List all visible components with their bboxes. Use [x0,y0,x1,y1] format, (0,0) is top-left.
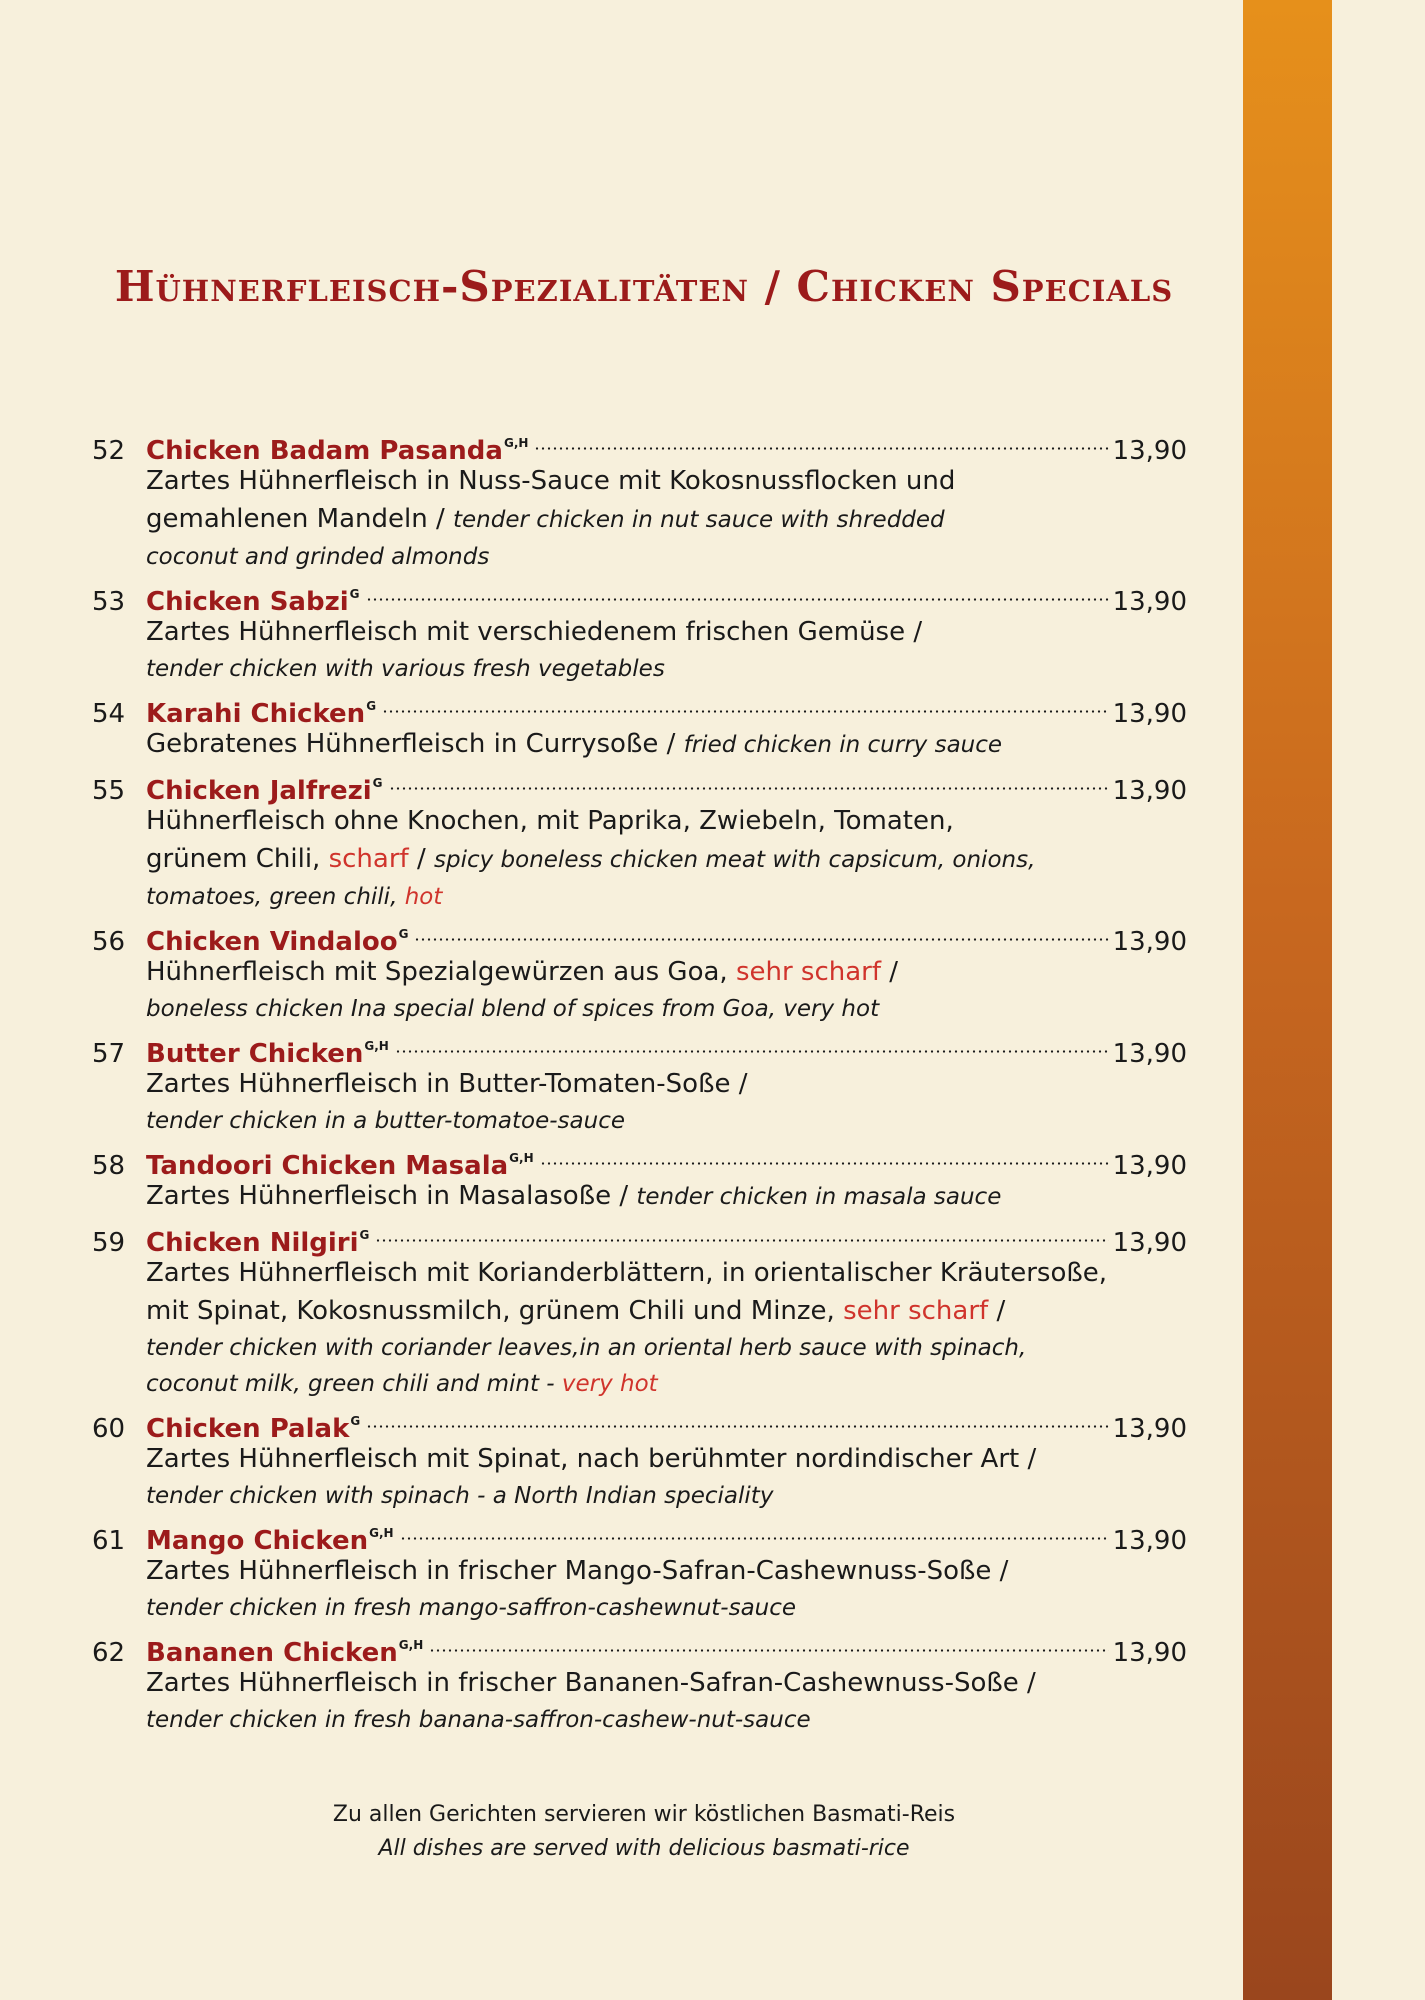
item-price: 13,90 [1112,1638,1187,1668]
dot-leader [382,710,1109,713]
item-number: 53 [92,587,126,617]
dot-leader [534,447,1108,450]
page-title: Hühnerfleisch-Spezialitäten / Chicken Specials [114,262,1174,311]
menu-item-54 [92,687,1187,764]
item-price: 13,90 [1112,927,1187,957]
item-name: Chicken Nilgiri$^G$ [146,1228,370,1258]
item-number: 58 [92,1151,126,1181]
spicy-label: very hot [561,1371,658,1397]
item-number: 60 [92,1414,126,1444]
dot-leader [395,1050,1109,1053]
menu-item-61 [92,1514,1187,1626]
dot-leader [366,598,1109,601]
item-name: Butter Chicken$^{G,H}$ [146,1039,389,1069]
allergen-codes: G,H [509,1151,534,1165]
item-price: 13,90 [1112,1039,1187,1069]
item-price: 13,90 [1112,1526,1187,1556]
item-number: 57 [92,1039,126,1069]
allergen-codes: G [372,776,383,790]
dot-leader [389,787,1109,790]
allergen-codes: G [350,1414,361,1428]
menu-item-53 [92,575,1187,687]
item-name: Mango Chicken$^{G,H}$ [146,1526,394,1556]
menu-list [92,424,1187,1738]
item-number: 55 [92,776,126,806]
item-name: Chicken Jalfrezi$^G$ [146,776,383,806]
dot-leader [366,1425,1108,1428]
item-description: Zartes Hühnerfleisch mit Spinat, nach berühmter nordindischer Art / tender chicken with spinach - a North Indian speciality [146,1444,1037,1509]
item-description: Zartes Hühnerfleisch in frischer Bananen-Safran-Cashewnuss-Soße / tender chicken in fresh banana-saffron-cashew-nut-sauce [146,1668,1036,1733]
item-price: 13,90 [1112,587,1187,617]
item-description: Zartes Hühnerfleisch in frischer Mango-Safran-Cashewnuss-Soße / tender chicken in fresh mango-saffron-cashewnut-sauce [146,1556,1009,1621]
item-number: 62 [92,1638,126,1668]
dot-leader [429,1649,1108,1652]
dot-leader [540,1162,1109,1165]
menu-item-56 [92,915,1187,1027]
item-description: Gebratenes Hühnerfleisch in Currysoße / fried chicken in curry sauce [146,729,1003,759]
item-price: 13,90 [1112,1228,1187,1258]
footer-note [0,1798,1288,1866]
item-name: Bananen Chicken$^{G,H}$ [146,1638,424,1668]
item-description: Zartes Hühnerfleisch mit verschiedenem frischen Gemüse / tender chicken with various fresh vegetables [146,617,923,682]
item-price: 13,90 [1112,699,1187,729]
menu-item-60 [92,1402,1187,1514]
item-name: Chicken Badam Pasanda$^{G,H}$ [146,436,529,466]
item-description: Hühnerfleisch mit Spezialgewürzen aus Goa, sehr scharf / boneless chicken Ina special blend of spices from Goa, very hot [146,957,899,1022]
item-name: Karahi Chicken$^G$ [146,699,377,729]
item-price: 13,90 [1112,1151,1187,1181]
allergen-codes: G,H [369,1526,394,1540]
dot-leader [375,1239,1108,1242]
item-description: Zartes Hühnerfleisch in Butter-Tomaten-Soße / tender chicken in a butter-tomatoe-sauce [146,1069,748,1134]
item-number: 54 [92,699,126,729]
item-name: Chicken Vindaloo$^G$ [146,927,409,957]
item-description: Hühnerfleisch ohne Knochen, mit Paprika, Zwiebeln, Tomaten, grünem Chili, scharf / spicy boneless chicken meat with capsicum, onions, tomatoes, green chili, hot [146,806,1036,910]
menu-item-59 [92,1216,1187,1402]
item-price: 13,90 [1112,776,1187,806]
menu-item-62 [92,1626,1187,1738]
footer-german: Zu allen Gerichten servieren wir köstlichen Basmati-Reis [332,1802,956,1827]
item-name: Chicken Palak$^G$ [146,1414,361,1444]
item-description: Zartes Hühnerfleisch in Nuss-Sauce mit Kokosnussflocken und gemahlenen Mandeln / tender chicken in nut sauce with shredded coconut and grinded almonds [146,466,956,570]
item-number: 59 [92,1228,126,1258]
item-number: 52 [92,436,126,466]
item-number: 56 [92,927,126,957]
menu-item-52 [92,424,1187,575]
item-name: Tandoori Chicken Masala$^{G,H}$ [146,1151,534,1181]
dot-leader [400,1537,1109,1540]
spicy-label: sehr scharf [843,1296,989,1326]
spicy-label: hot [404,884,443,910]
menu-item-58 [92,1139,1187,1216]
spicy-label: sehr scharf [735,957,882,987]
menu-item-55 [92,764,1187,915]
item-description: Zartes Hühnerfleisch mit Korianderblättern, in orientalischer Kräutersoße, mit Spinat, Kokosnussmilch, grünem Chili und Minze, sehr scharf / tender chicken with coriander leaves,in an oriental herb sauce with spinach, coconut milk, green chili and mint - very hot [146,1258,1107,1397]
item-name: Chicken Sabzi$^G$ [146,587,360,617]
footer-english: All dishes are served with delicious basmati-rice [378,1836,910,1861]
allergen-codes: G [398,927,409,941]
item-number: 61 [92,1526,126,1556]
allergen-codes: G [349,587,360,601]
dot-leader [414,938,1108,941]
item-description: Zartes Hühnerfleisch in Masalasoße / tender chicken in masala sauce [146,1181,1002,1211]
allergen-codes: G,H [364,1039,389,1053]
item-price: 13,90 [1112,436,1187,466]
spicy-label: scharf [328,844,409,874]
allergen-codes: G,H [503,436,529,450]
allergen-codes: G [366,699,377,713]
allergen-codes: G,H [398,1638,424,1652]
menu-item-57 [92,1027,1187,1139]
allergen-codes: G [359,1228,370,1242]
item-price: 13,90 [1112,1414,1187,1444]
